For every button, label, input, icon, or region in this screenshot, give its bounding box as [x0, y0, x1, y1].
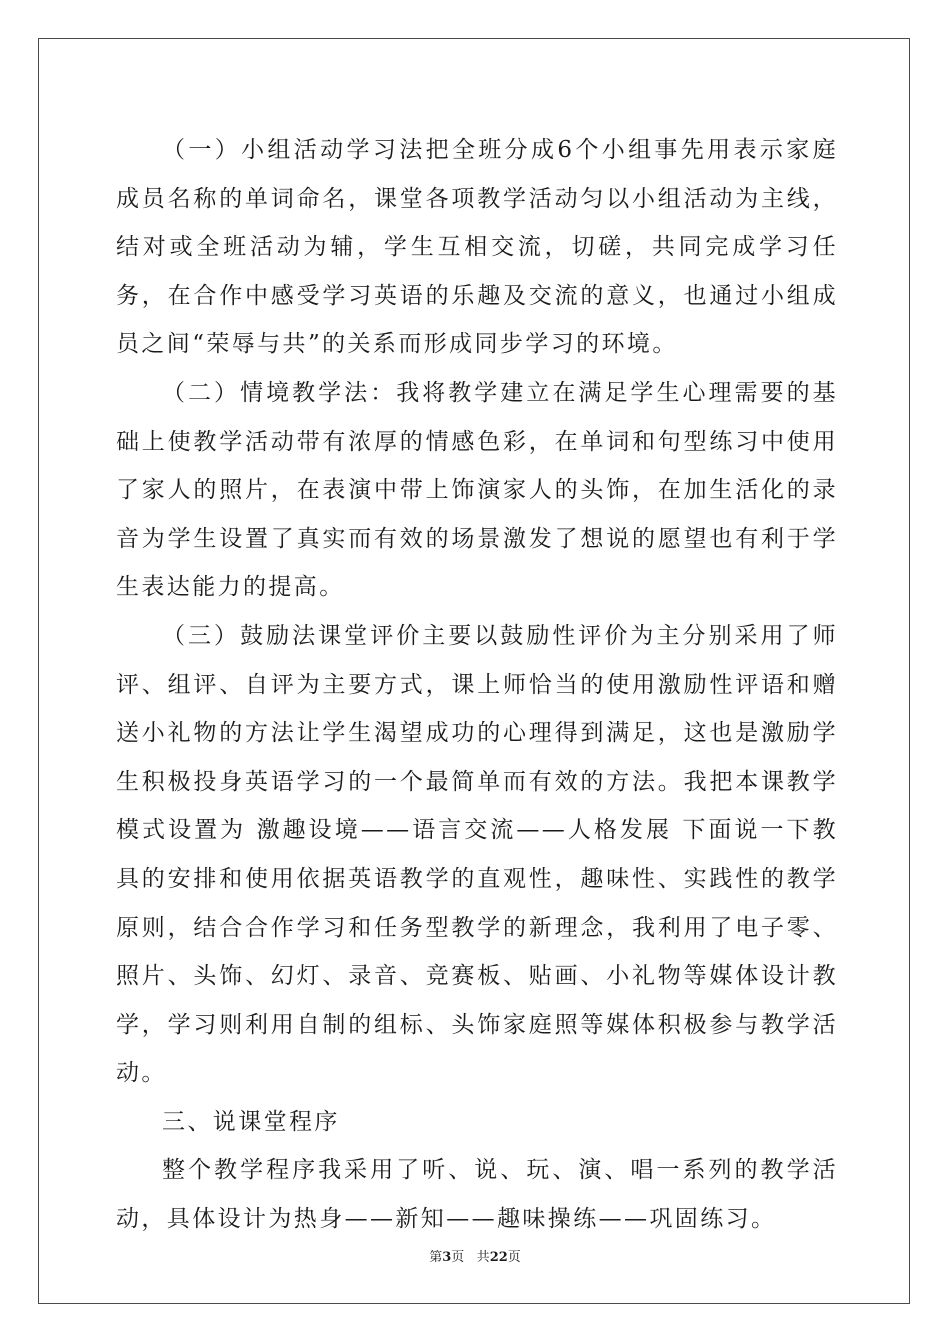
paragraph-encouragement-method: （三）鼓励法课堂评价主要以鼓励性评价为主分别采用了师评、组评、自评为主要方式，课上师恰当的使用激励性评语和赠送小礼物的方法让学生渴望成功的心理得到满足，这也是激励学生积极投身英语学习的一个最简单而有效的方法。我把本课教学模式设置为 激趣设境——语言交流——人格发展 下面说一下教具的安排和使用依据英语教学的直观性，趣味性、实践性的教学原则，结合合作学习和任务型教学的新理念，我利用了电子零、照片、头饰、幻灯、录音、竞赛板、贴画、小礼物等媒体设计教学，学习则利用自制的组标、头饰家庭照等媒体积极参与教学活动。 — [116, 622, 838, 1087]
footer-page-prefix: 第 — [429, 1250, 443, 1265]
section-heading-classroom-procedure: 三、说课堂程序 — [162, 1108, 340, 1135]
footer-page-number: 3 — [442, 1250, 452, 1265]
footer-total-suffix: 页 — [507, 1250, 521, 1265]
paragraph-situational-teaching-method: （二）情境教学法：我将教学建立在满足学生心理需要的基础上使教学活动带有浓厚的情感色彩，在单词和句型练习中使用了家人的照片，在表演中带上饰演家人的头饰，在加生活化的录音为学生设置了真实而有效的场景激发了想说的愿望也有利于学生表达能力的提高。 — [116, 379, 838, 601]
footer-total-prefix: 共 — [476, 1250, 490, 1265]
document-body — [116, 126, 838, 1244]
paragraph-teaching-procedure: 整个教学程序我采用了听、说、玩、演、唱一系列的教学活动，具体设计为热身——新知——趣味操练——巩固练习。 — [116, 1157, 838, 1233]
footer-total-pages: 22 — [489, 1250, 508, 1265]
paragraph-group-activity-method: （一）小组活动学习法把全班分成6个小组事先用表示家庭成员名称的单词命名，课堂各项教学活动匀以小组活动为主线，结对或全班活动为辅，学生互相交流，切磋，共同完成学习任务，在合作中感受学习英语的乐趣及交流的意义，也通过小组成员之间“荣辱与共”的关系而形成同步学习的环境。 — [116, 137, 838, 358]
footer-page-suffix: 页 — [451, 1250, 465, 1265]
page-footer — [0, 1246, 950, 1265]
